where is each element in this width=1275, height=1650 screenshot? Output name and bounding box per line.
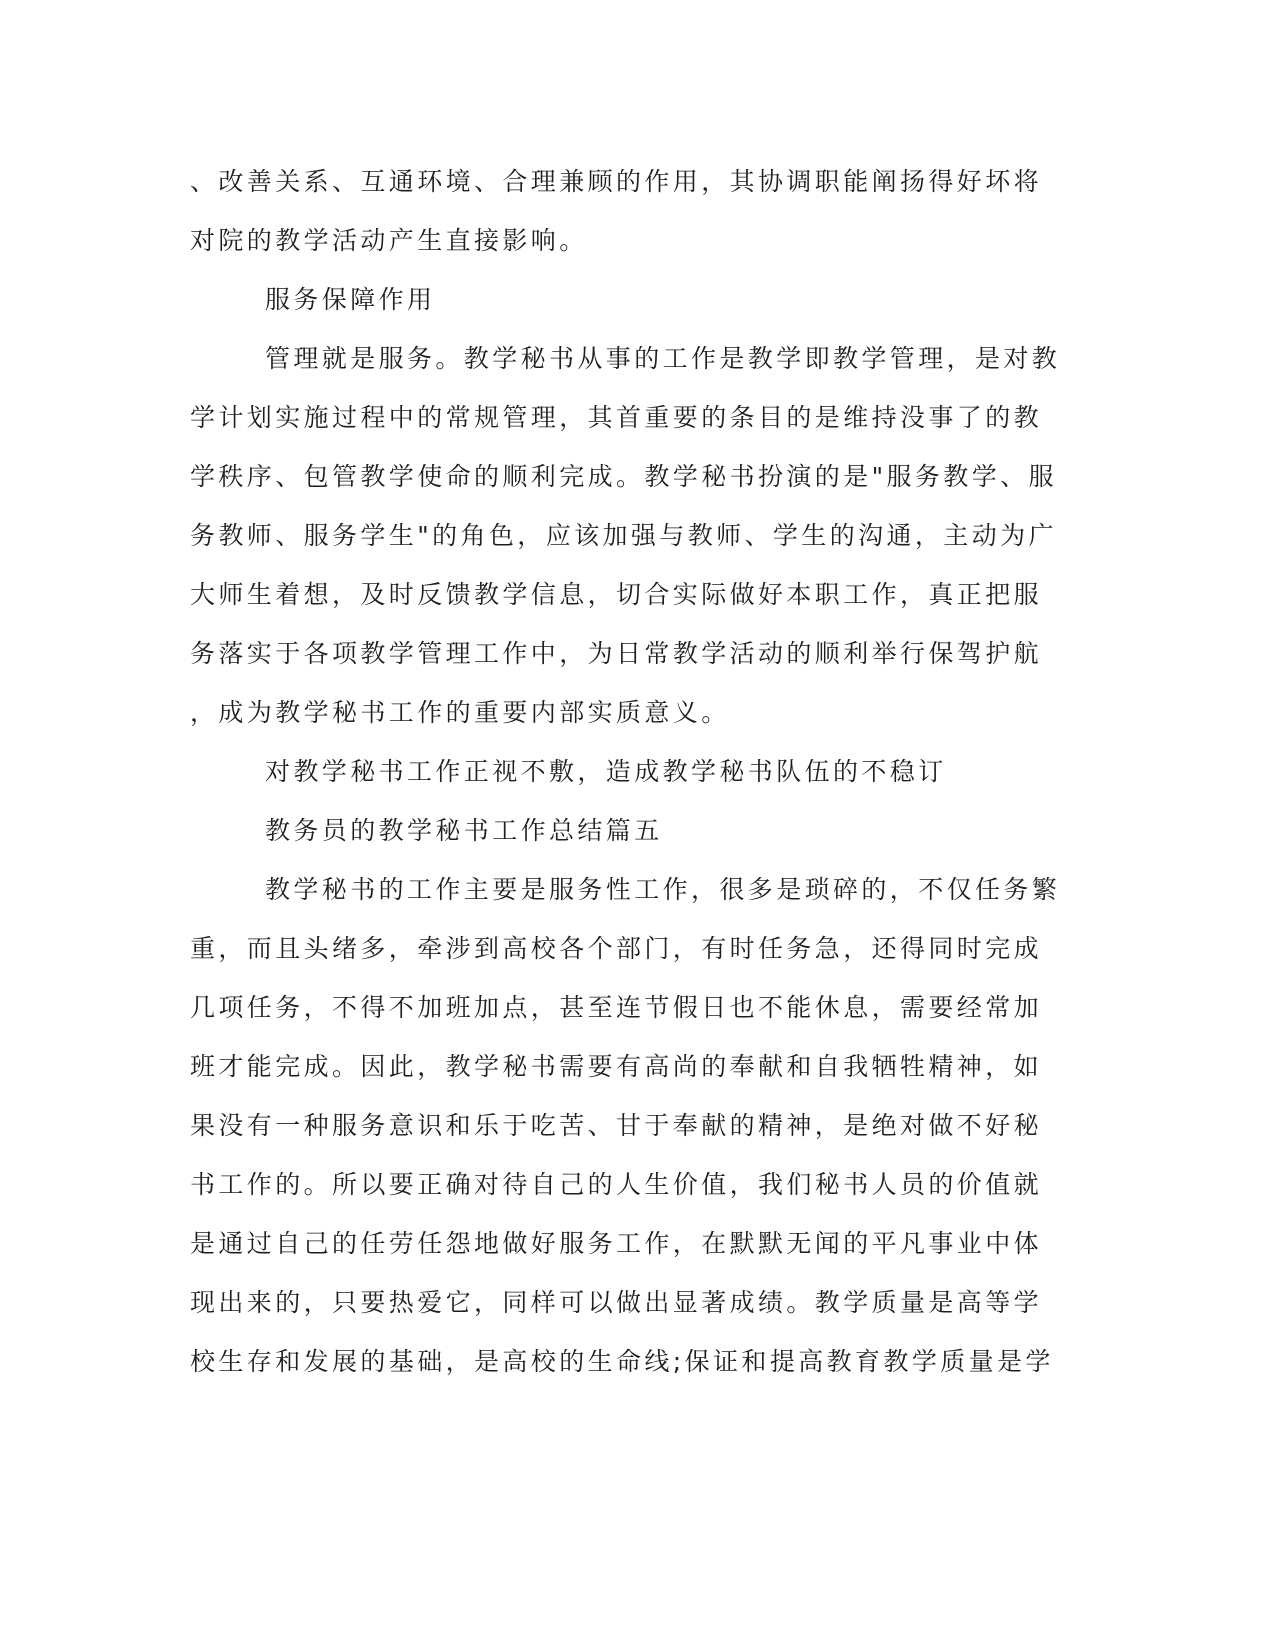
text-line: 班才能完成。因此，教学秘书需要有高尚的奉献和自我牺牲精神，如 [190, 1052, 1043, 1081]
section-heading: 教务员的教学秘书工作总结篇五 [265, 816, 663, 845]
text-line: 重，而且头绪多，牵涉到高校各个部门，有时任务急，还得同时完成 [190, 934, 1043, 963]
text-line: 果没有一种服务意识和乐于吃苦、甘于奉献的精神，是绝对做不好秘 [190, 1111, 1043, 1140]
text-line: 管理就是服务。教学秘书从事的工作是教学即教学管理，是对教 [265, 344, 1061, 373]
text-line: 务教师、服务学生"的角色，应该加强与教师、学生的沟通，主动为广 [190, 521, 1057, 550]
text-line: 学秩序、包管教学使命的顺利完成。教学秘书扮演的是"服务教学、服 [190, 462, 1057, 491]
section-heading: 对教学秘书工作正视不敷，造成教学秘书队伍的不稳订 [265, 757, 947, 786]
text-line: 对院的教学活动产生直接影响。 [190, 226, 588, 255]
text-line: 、改善关系、互通环境、合理兼顾的作用，其协调职能阐扬得好坏将 [190, 167, 1043, 196]
text-line: 务落实于各项教学管理工作中，为日常教学活动的顺利举行保驾护航 [190, 639, 1043, 668]
text-line: 教学秘书的工作主要是服务性工作，很多是琐碎的，不仅任务繁 [265, 875, 1061, 904]
text-line: 是通过自己的任劳任怨地做好服务工作，在默默无闻的平凡事业中体 [190, 1229, 1043, 1258]
text-line: 学计划实施过程中的常规管理，其首重要的条目的是维持没事了的教 [190, 403, 1043, 432]
text-line: 大师生着想，及时反馈教学信息，切合实际做好本职工作，真正把服 [190, 580, 1043, 609]
text-line: ，成为教学秘书工作的重要内部实质意义。 [190, 698, 730, 727]
text-line: 几项任务，不得不加班加点，甚至连节假日也不能休息，需要经常加 [190, 993, 1043, 1022]
text-line: 书工作的。所以要正确对待自己的人生价值，我们秘书人员的价值就 [190, 1170, 1043, 1199]
section-heading: 服务保障作用 [265, 285, 436, 314]
text-line: 现出来的，只要热爱它，同样可以做出显著成绩。教学质量是高等学 [190, 1288, 1043, 1317]
text-line: 校生存和发展的基础，是高校的生命线;保证和提高教育教学质量是学 [190, 1347, 1054, 1376]
